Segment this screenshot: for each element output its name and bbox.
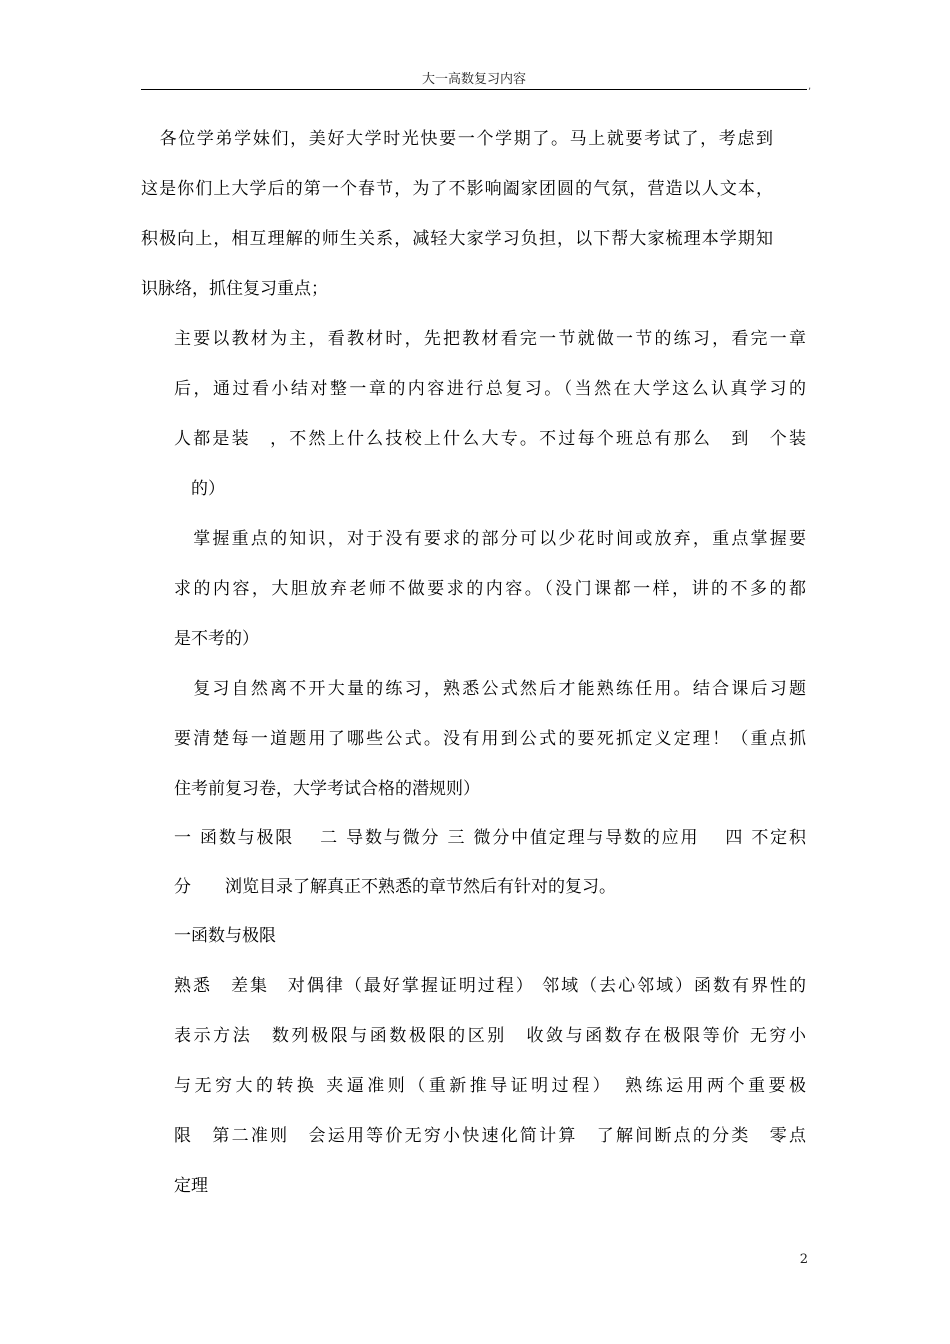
body-line: 各位学弟学妹们，美好大学时光快要一个学期了。马上就要考试了，考虑到 bbox=[141, 129, 773, 149]
body-line: 一函数与极限 bbox=[174, 926, 276, 946]
body-line: 要清楚每一道题用了哪些公式。没有用到公式的要死抓定义定理！（重点抓 bbox=[174, 729, 806, 749]
body-line: 复习自然离不开大量的练习，熟悉公式然后才能熟练任用。结合课后习题 bbox=[174, 679, 806, 699]
body-line: 住考前复习卷，大学考试合格的潜规则） bbox=[174, 779, 480, 799]
body-line: 限 第二准则 会运用等价无穷小快速化简计算 了解间断点的分类 零点 bbox=[174, 1126, 806, 1146]
body-line: 的） bbox=[174, 479, 225, 499]
header-mark: , bbox=[808, 81, 812, 92]
body-line: 主要以教材为主，看教材时，先把教材看完一节就做一节的练习，看完一章 bbox=[174, 329, 806, 349]
header-rule bbox=[141, 89, 807, 90]
body-line: 一 函数与极限 二 导数与微分 三 微分中值定理与导数的应用 四 不定积 bbox=[174, 828, 806, 848]
body-line: 后，通过看小结对整一章的内容进行总复习。（当然在大学这么认真学习的 bbox=[174, 379, 806, 399]
body-line: 识脉络，抓住复习重点； bbox=[141, 279, 328, 299]
body-line: 求的内容，大胆放弃老师不做要求的内容。（没门课都一样，讲的不多的都 bbox=[174, 579, 806, 599]
body-line: 这是你们上大学后的第一个春节，为了不影响阖家团圆的气氛，营造以人文本， bbox=[141, 179, 773, 199]
body-line: 熟悉 差集 对偶律（最好掌握证明过程） 邻域（去心邻域）函数有界性的 bbox=[174, 976, 806, 996]
page-number: 2 bbox=[799, 1252, 808, 1267]
body-line: 掌握重点的知识，对于没有要求的部分可以少花时间或放弃，重点掌握要 bbox=[174, 529, 806, 549]
body-line: 积极向上，相互理解的师生关系，减轻大家学习负担，以下帮大家梳理本学期知 bbox=[141, 229, 773, 249]
body-line: 是不考的） bbox=[174, 629, 259, 649]
body-line: 分 浏览目录了解真正不熟悉的章节然后有针对的复习。 bbox=[174, 877, 616, 897]
body-line: 人都是装 ，不然上什么技校上什么大专。不过每个班总有那么 到 个装 bbox=[174, 429, 806, 449]
body-line: 表示方法 数列极限与函数极限的区别 收敛与函数存在极限等价 无穷小 bbox=[174, 1026, 806, 1046]
body-line: 与无穷大的转换 夹逼准则（重新推导证明过程） 熟练运用两个重要极 bbox=[174, 1076, 806, 1096]
body-line: 定理 bbox=[174, 1176, 208, 1196]
header-title: 大一高数复习内容 bbox=[421, 72, 526, 87]
